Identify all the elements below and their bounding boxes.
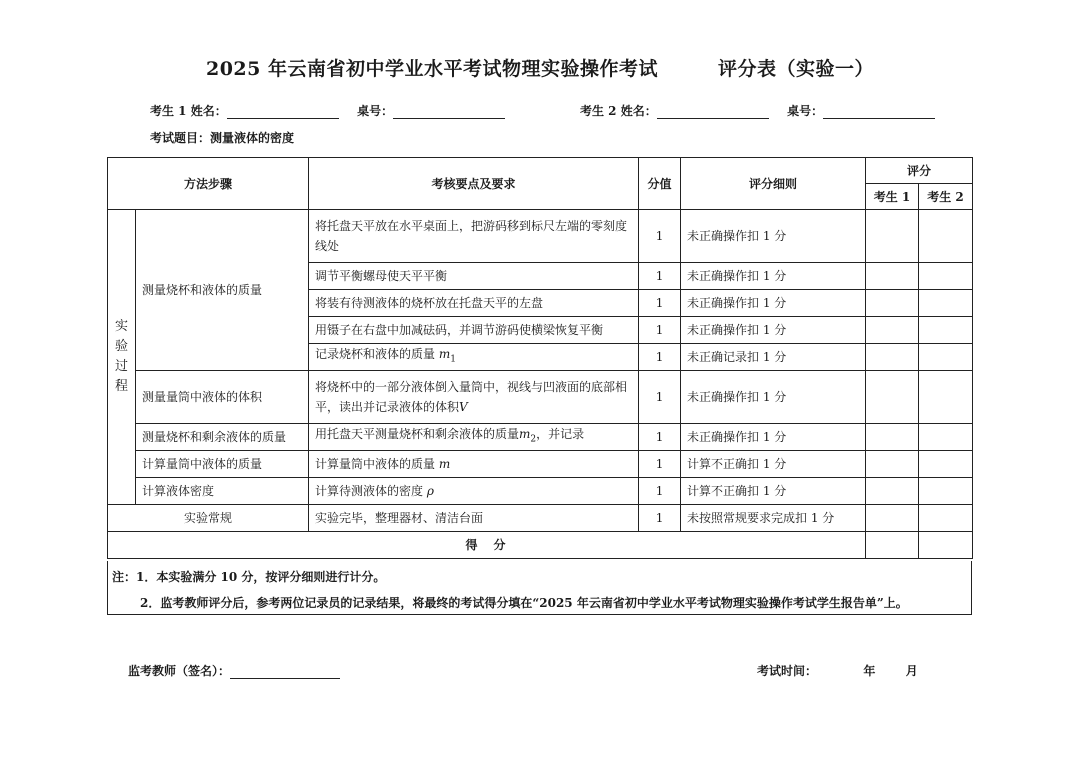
table-row: [108, 424, 973, 451]
score-student2-cell[interactable]: [919, 505, 973, 532]
group-calc-density: 计算液体密度: [136, 478, 309, 505]
criteria-cell: 未正确操作扣 1 分: [681, 424, 866, 451]
group-mass-beaker-liquid: 测量烧杯和液体的质量: [136, 210, 309, 371]
proctor-signature-field[interactable]: [230, 666, 340, 679]
note-1: 注：1．本实验满分 10 分，按评分细则进行计分。: [112, 570, 386, 584]
desk2-label: 桌号：: [787, 104, 824, 118]
header-method: 方法步骤: [108, 158, 309, 210]
requirement-cell: 用托盘天平测量烧杯和剩余液体的质量$m_2$，并记录: [309, 424, 639, 451]
table-row: [108, 478, 973, 505]
score-student2-cell[interactable]: [919, 478, 973, 505]
header-criteria: 评分细则: [681, 158, 866, 210]
requirement-cell: 实验完毕，整理器材、清洁台面: [309, 505, 639, 532]
score-student2-cell[interactable]: [919, 210, 973, 263]
total-label: 得 分: [108, 532, 866, 559]
student1-name-field[interactable]: [227, 106, 339, 119]
score-student2-cell[interactable]: [919, 317, 973, 344]
score-student1-cell[interactable]: [866, 317, 919, 344]
scoring-table: [107, 157, 973, 559]
header-score-value: 分值: [639, 158, 681, 210]
exam-time: [757, 662, 918, 679]
proctor-label: 监考教师（签名）：: [128, 664, 231, 678]
score-student2-cell[interactable]: [919, 424, 973, 451]
score-student1-cell[interactable]: [866, 290, 919, 317]
total-student1-cell[interactable]: [866, 532, 919, 559]
student1-name-label: 考生 1 姓名：: [150, 104, 227, 118]
points-cell: 1: [639, 344, 681, 371]
score-student2-cell[interactable]: [919, 344, 973, 371]
title-main: 2025 年云南省初中学业水平考试物理实验操作考试: [205, 58, 658, 80]
group-volume-cylinder: 测量量筒中液体的体积: [136, 371, 309, 424]
criteria-cell: 未正确操作扣 1 分: [681, 263, 866, 290]
score-student1-cell[interactable]: [866, 424, 919, 451]
score-student1-cell[interactable]: [866, 210, 919, 263]
notes-box: [107, 561, 972, 615]
student2-name-field[interactable]: [657, 106, 769, 119]
points-cell: 1: [639, 317, 681, 344]
criteria-cell: 计算不正确扣 1 分: [681, 478, 866, 505]
requirement-cell: 将托盘天平放在水平桌面上，把游码移到标尺左端的零刻度线处: [309, 210, 639, 263]
requirement-cell: 将装有待测液体的烧杯放在托盘天平的左盘: [309, 290, 639, 317]
score-student1-cell[interactable]: [866, 263, 919, 290]
score-student2-cell[interactable]: [919, 263, 973, 290]
process-label: 实 验 过 程: [108, 210, 136, 505]
exam-topic: 考试题目：测量液体的密度: [150, 131, 295, 145]
score-student1-cell[interactable]: [866, 344, 919, 371]
requirement-cell: 计算待测液体的密度 ρ: [309, 478, 639, 505]
desk1-label: 桌号：: [357, 104, 394, 118]
requirement-cell: 记录烧杯和液体的质量 $m_1$: [309, 344, 639, 371]
table-row: [108, 210, 973, 263]
points-cell: 1: [639, 290, 681, 317]
criteria-cell: 未正确操作扣 1 分: [681, 317, 866, 344]
score-student2-cell[interactable]: [919, 371, 973, 424]
table-row: [108, 505, 973, 532]
header-student2: 考生 2: [919, 184, 973, 210]
requirement-cell: 计算量筒中液体的质量 m: [309, 451, 639, 478]
student2-row: [580, 102, 935, 119]
header-scoring: 评分: [866, 158, 973, 184]
note-2: 2．监考教师评分后，参考两位记录员的记录结果，将最终的考试得分填在“2025 年云南省初中学业水平考试物理实验操作考试学生报告单”上。: [140, 596, 908, 610]
requirement-cell: 用镊子在右盘中加减砝码，并调节游码使横梁恢复平衡: [309, 317, 639, 344]
requirement-cell: 调节平衡螺母使天平平衡: [309, 263, 639, 290]
points-cell: 1: [639, 263, 681, 290]
proctor-signature: [128, 662, 340, 679]
title-suffix: 评分表（实验一）: [717, 58, 874, 80]
student1-row: [150, 102, 505, 119]
score-student2-cell[interactable]: [919, 451, 973, 478]
total-student2-cell[interactable]: [919, 532, 973, 559]
criteria-cell: 未正确记录扣 1 分: [681, 344, 866, 371]
criteria-cell: 未正确操作扣 1 分: [681, 290, 866, 317]
table-row: [108, 451, 973, 478]
points-cell: 1: [639, 371, 681, 424]
score-student1-cell[interactable]: [866, 451, 919, 478]
group-routine: 实验常规: [108, 505, 309, 532]
month-label: 月: [905, 664, 918, 678]
points-cell: 1: [639, 451, 681, 478]
desk2-field[interactable]: [823, 106, 935, 119]
criteria-cell: 未正确操作扣 1 分: [681, 210, 866, 263]
criteria-cell: 计算不正确扣 1 分: [681, 451, 866, 478]
table-row: [108, 371, 973, 424]
group-mass-remaining: 测量烧杯和剩余液体的质量: [136, 424, 309, 451]
score-student1-cell[interactable]: [866, 505, 919, 532]
header-requirements: 考核要点及要求: [309, 158, 639, 210]
score-student1-cell[interactable]: [866, 478, 919, 505]
criteria-cell: 未正确操作扣 1 分: [681, 371, 866, 424]
points-cell: 1: [639, 424, 681, 451]
document-title: [0, 54, 1080, 81]
time-label: 考试时间：: [757, 664, 818, 678]
student2-name-label: 考生 2 姓名：: [580, 104, 657, 118]
header-student1: 考生 1: [866, 184, 919, 210]
desk1-field[interactable]: [393, 106, 505, 119]
score-student1-cell[interactable]: [866, 371, 919, 424]
total-row: [108, 532, 973, 559]
year-label: 年: [863, 664, 876, 678]
group-calc-mass: 计算量筒中液体的质量: [136, 451, 309, 478]
score-student2-cell[interactable]: [919, 290, 973, 317]
points-cell: 1: [639, 505, 681, 532]
criteria-cell: 未按照常规要求完成扣 1 分: [681, 505, 866, 532]
requirement-cell: 将烧杯中的一部分液体倒入量筒中，视线与凹液面的底部相平，读出并记录液体的体积V: [309, 371, 639, 424]
points-cell: 1: [639, 478, 681, 505]
points-cell: 1: [639, 210, 681, 263]
